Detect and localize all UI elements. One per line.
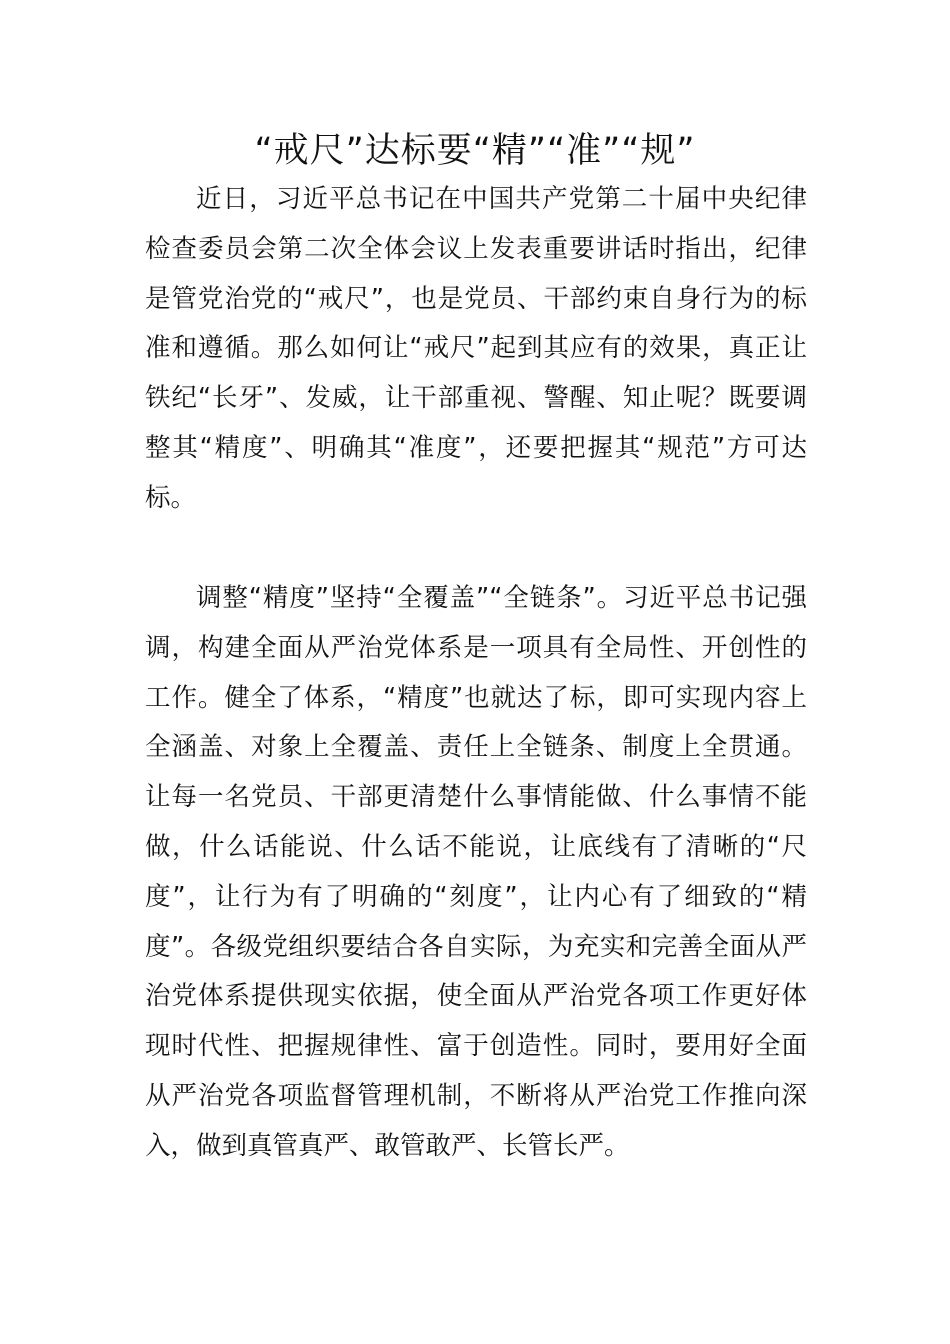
document-title: “戒尺”达标要“精”“准”“规” <box>254 131 696 171</box>
paragraph-precision: 调整“精度”坚持“全覆盖”“全链条”。习近平总书记强调，构建全面从严治党体系是一项具有全局性、开创性的工作。健全了体系，“精度”也就达了标，即可实现内容上全涵盖、对象上全覆盖、责任上全链条、制度上全贯通。让每一名党员、干部更清楚什么事情能做、什么事情不能做，什么话能说、什么话不能说，让底线有了清晰的“尺度”，让行为有了明确的“刻度”，让内心有了细致的“精度”。各级党组织要结合各自实际，为充实和完善全面从严治党体系提供现实依据，使全面从严治党各项工作更好体现时代性、把握规律性、富于创造性。同时，要用好全面从严治党各项监督管理机制，不断将从严治党工作推向深入，做到真管真严、敢管敢严、长管长严。 <box>145 583 807 1161</box>
paragraph-intro: 近日，习近平总书记在中国共产党第二十届中央纪律检查委员会第二次全体会议上发表重要讲话时指出，纪律是管党治党的“戒尺”，也是党员、干部约束自身行为的标准和遵循。那么如何让“戒尺”起到其应有的效果，真正让铁纪“长牙”、发威，让干部重视、警醒、知止呢？既要调整其“精度”、明确其“准度”，还要把握其“规范”方可达标。 <box>145 184 807 513</box>
